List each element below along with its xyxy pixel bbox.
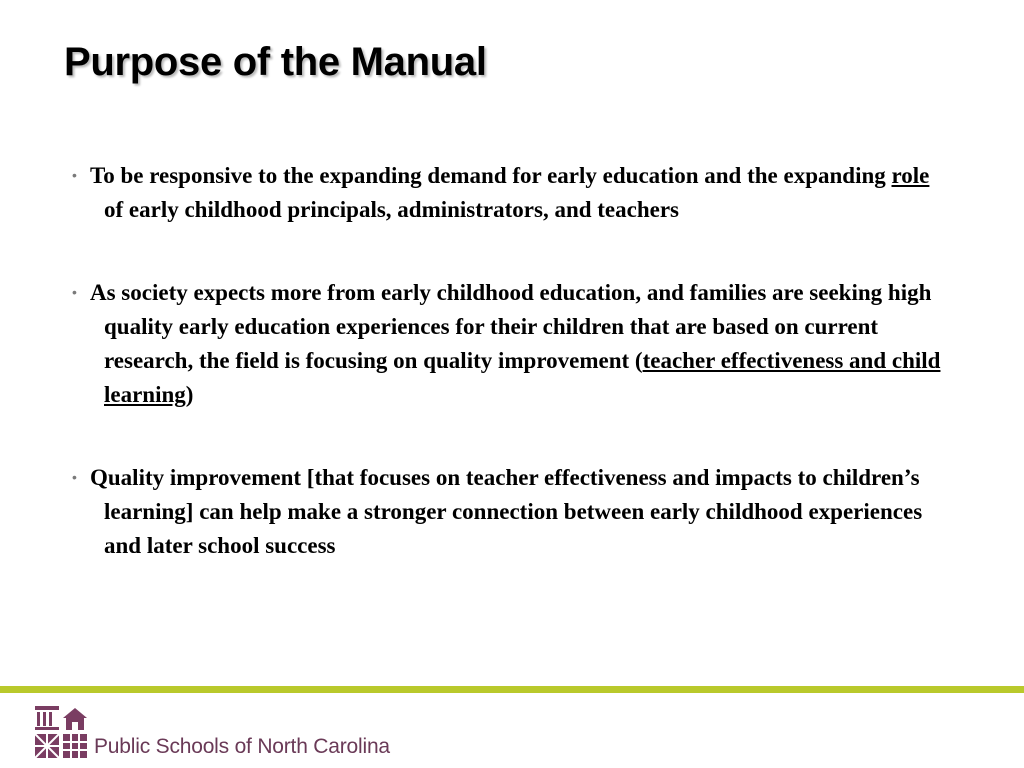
bullet-marker: •	[72, 469, 77, 485]
bullet-item-society	[54, 275, 954, 412]
bullet-item-responsive	[54, 158, 954, 227]
bullet-text: of early childhood principals, administrators, and teachers	[104, 197, 680, 222]
bullet-marker: •	[72, 167, 77, 183]
slide-title: Purpose of the Manual	[64, 40, 487, 84]
underlined-term-role: role	[891, 163, 930, 188]
bullet-marker: •	[72, 284, 77, 300]
public-schools-nc-logo-icon	[33, 704, 89, 760]
bullet-text: )	[185, 382, 194, 407]
underlined-term-teacher-effectiveness: teacher effectiveness and child learning	[104, 348, 941, 407]
bullet-text: Quality improvement [that focuses on teacher effectiveness and impacts to children’s learning] can help make a stronger connection between early childhood experiences and later school success	[90, 465, 923, 558]
bullet-item-quality-improvement	[54, 460, 954, 563]
bullet-text: As society expects more from early childhood education, and families are seeking high quality early education experiences for their children that are based on current research, the field is focusing on quality improvement (	[90, 280, 932, 373]
bullet-text: To be responsive to the expanding demand for early education and the expanding	[90, 163, 892, 188]
bullet-list	[54, 158, 954, 563]
footer-organization-name: Public Schools of North Carolina	[94, 735, 390, 758]
footer-divider	[0, 686, 1024, 693]
